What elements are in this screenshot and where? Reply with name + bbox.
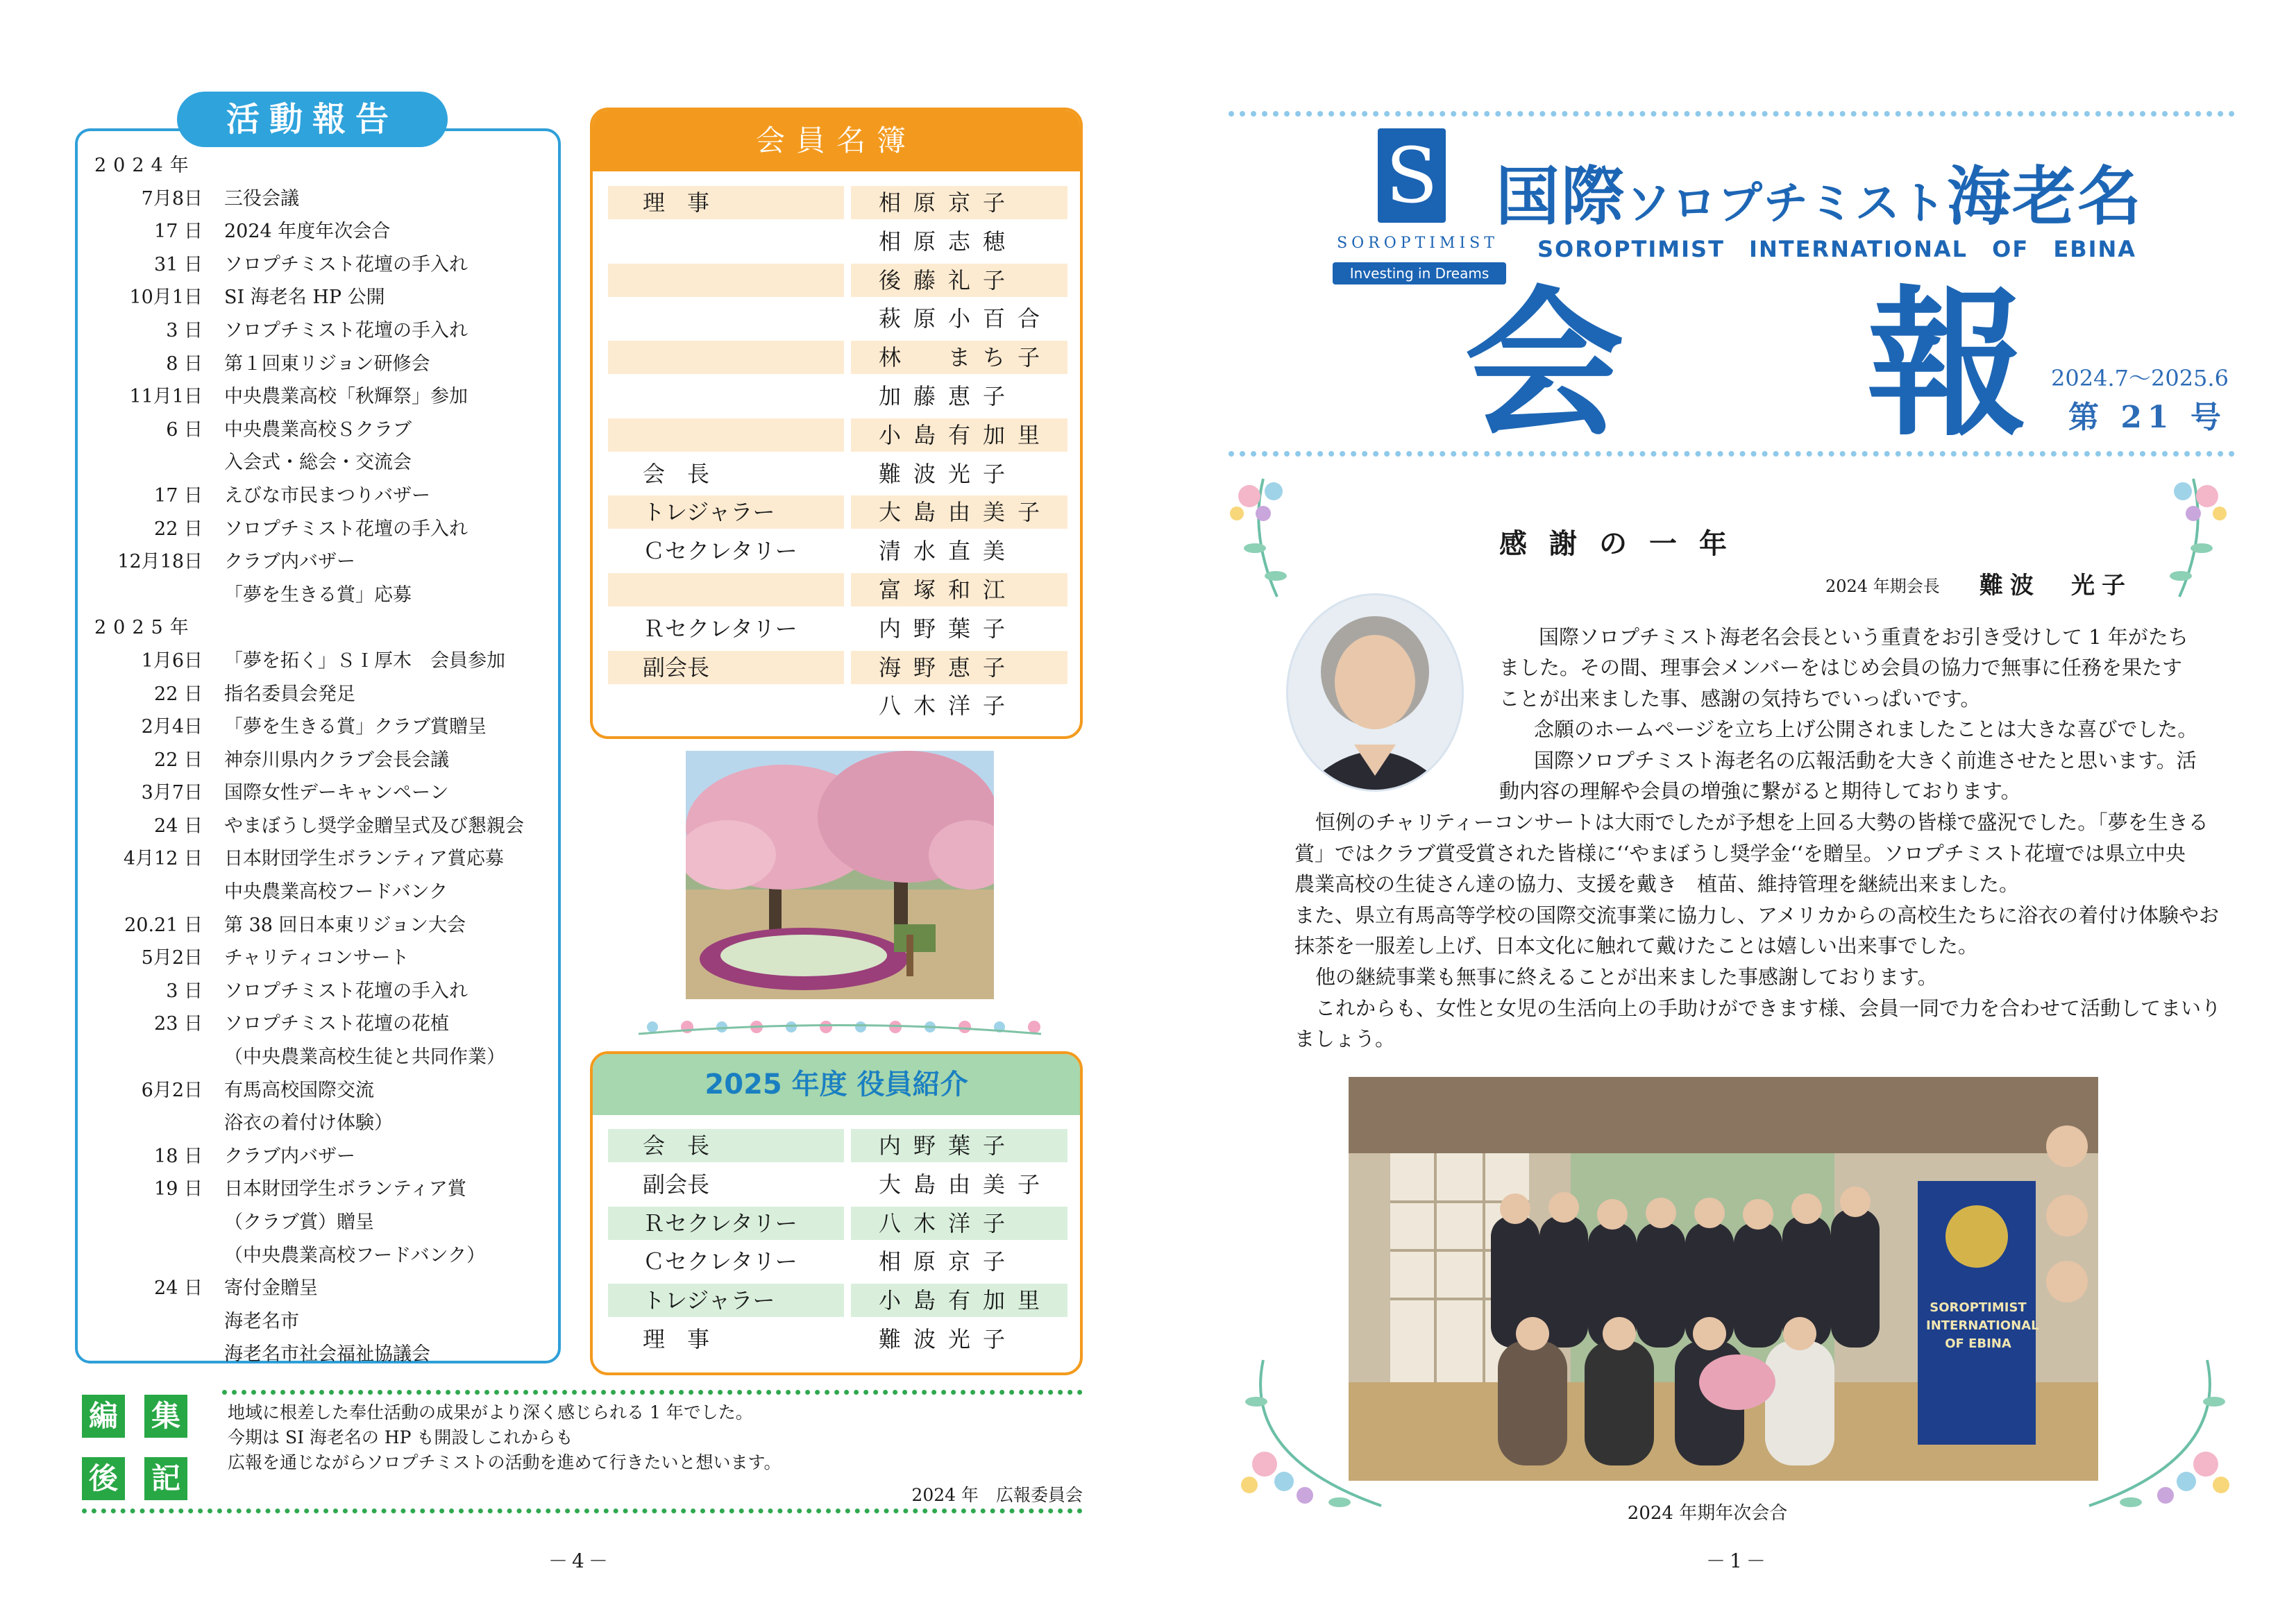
activity-text: （中央農業高校フードバンク） (224, 1244, 486, 1266)
essay-line: これからも、女性と女児の生活向上の手助けができます様、会員一同で力を合わせて活動してまいり (1315, 996, 2222, 1020)
roster-role (608, 380, 844, 413)
activity-row (89, 876, 554, 909)
officers-role: 会 長 (608, 1129, 844, 1162)
roster-row (608, 493, 1067, 532)
activity-text: 日本財団学生ボランティア賞 (224, 1178, 466, 1200)
activity-text: クラブ内バザー (224, 551, 355, 573)
activity-row (89, 414, 554, 447)
officers-row (608, 1242, 1067, 1281)
activity-text: 国際女性デーキャンペーン (224, 782, 449, 804)
activity-row (89, 248, 554, 282)
activity-date: 6月2日 (141, 1079, 203, 1101)
editors-note-line: 地域に根差した奉仕活動の成果がより深く感じられる 1 年でした。 (228, 1402, 753, 1422)
activity-text: （中央農業高校生徒と共同作業） (224, 1046, 505, 1069)
activity-text: 「夢を生きる賞」クラブ賞贈呈 (224, 716, 487, 738)
officers-role: Ｒセクレタリー (608, 1207, 844, 1240)
activity-row (89, 513, 554, 546)
activity-text: 2024 年度年次会合 (224, 221, 391, 243)
newsletter-title-char: 会 (1464, 271, 1625, 458)
officers-row (608, 1281, 1067, 1320)
activity-row (89, 1305, 554, 1339)
roster-name: 清水直美 (879, 538, 1018, 565)
activity-text: 寄付金贈呈 (224, 1277, 318, 1300)
activity-text: ソロプチミスト花壇の手入れ (224, 980, 468, 1002)
roster-row (608, 222, 1067, 261)
roster-name: 海野恵子 (851, 651, 1067, 684)
activity-date: 22 日 (154, 749, 203, 771)
roster-name: 萩原小百合 (879, 305, 1053, 332)
activity-list (89, 149, 554, 1371)
activity-row (89, 1107, 554, 1140)
annual-meeting-group-photo (1349, 1077, 2098, 1481)
activity-text: 中央農業高校「秋輝祭」参加 (224, 386, 468, 408)
activity-text: SI 海老名 HP 公開 (224, 287, 385, 309)
activity-row (89, 744, 554, 777)
soroptimist-logo-brand: SOROPTIMIST (1337, 235, 1499, 252)
activity-row (89, 776, 554, 810)
activity-date: 8 日 (166, 352, 203, 375)
activity-text: チャリティコンサート (224, 947, 410, 969)
activity-text: 指名委員会発足 (224, 683, 355, 705)
flower-corner-decoration (1222, 1353, 1395, 1520)
member-roster-table (608, 183, 1067, 725)
activity-text: ソロプチミスト花壇の手入れ (224, 319, 468, 341)
roster-row (608, 377, 1067, 416)
editors-note-char: 集 (144, 1395, 187, 1438)
activity-row (89, 1206, 554, 1239)
activity-text: えびな市民まつりバザー (224, 484, 430, 507)
activity-row (89, 579, 554, 612)
essay-line: 恒例のチャリティーコンサートは大雨でしたが予想を上回る大勢の皆様で盛況でした。「夢を生きる (1315, 810, 2209, 834)
roster-role (608, 418, 844, 452)
essay-author-name: 難波 光子 (1980, 572, 2132, 600)
activity-text: 有馬高校国際交流 (224, 1079, 374, 1101)
roster-name: 相原京子 (851, 186, 1067, 219)
activity-text: （クラブ賞）贈呈 (224, 1212, 374, 1233)
activity-date: 24 日 (154, 815, 203, 837)
flower-strip-decoration (625, 1013, 1055, 1041)
officers-title: 2025 年度 役員紹介 (593, 1054, 1080, 1115)
club-name-part: 海老名 (1947, 160, 2143, 234)
activity-row (89, 149, 554, 182)
essay-line: 賞」ではクラブ賞受賞された皆様に‘‘やまぼうし奨学金‘‘を贈呈。ソロプチミスト花壇では県立中央 (1294, 841, 2186, 865)
activity-date: 18 日 (154, 1145, 203, 1167)
roster-row (608, 686, 1067, 725)
activity-row (89, 711, 554, 744)
activity-date: 10月1日 (129, 287, 203, 309)
officers-role: 理 事 (643, 1325, 710, 1352)
activity-row (89, 1074, 554, 1107)
member-roster-title: 会員名簿 (593, 110, 1080, 171)
roster-role (608, 302, 844, 335)
roster-row (608, 609, 1067, 648)
activity-text: ソロプチミスト花壇の手入れ (224, 253, 468, 275)
newsletter-issue: 第 21 号 (2068, 400, 2227, 435)
essay-line: また、県立有馬高等学校の国際交流事業に協力し、アメリカからの高校生たちに浴衣の着付け体験やお (1294, 903, 2219, 927)
editors-note-bottom-divider (82, 1509, 1083, 1513)
officers-role: 副会長 (643, 1171, 710, 1198)
roster-row (608, 648, 1067, 687)
cherry-blossom-photo (686, 751, 994, 999)
activity-row (89, 1008, 554, 1041)
newsletter-title-char: 報 (1867, 271, 2027, 458)
activity-row (89, 1272, 554, 1305)
activity-row (89, 942, 554, 975)
essay-paragraph-3 (1294, 807, 2221, 1055)
essay-line: 抹茶を一服差し上げ、日本文化に触れて戴けたことは嬉しい出来事でした。 (1294, 934, 1978, 958)
roster-row (608, 416, 1067, 454)
roster-row (608, 261, 1067, 300)
roster-name: 林 まち子 (851, 341, 1067, 374)
roster-name: 小島有加里 (851, 418, 1067, 452)
editors-note-char: 編 (82, 1395, 125, 1438)
roster-name: 難波光子 (879, 460, 1018, 487)
editors-note-line: 広報を通じながらソロプチミストの活動を進めて行きたいと想います。 (228, 1452, 782, 1472)
president-portrait (1286, 593, 1464, 792)
roster-row (608, 299, 1067, 338)
officers-table (608, 1126, 1067, 1359)
member-roster-panel (590, 108, 1083, 739)
roster-name: 内野葉子 (879, 615, 1018, 642)
activity-text: 「夢を生きる賞」応募 (224, 584, 412, 606)
club-name-part: ソロプチミスト (1626, 178, 1948, 230)
roster-name: 八木洋子 (879, 692, 1018, 720)
activity-date: 3 日 (166, 980, 203, 1002)
officers-name: 相原京子 (879, 1248, 1018, 1275)
flower-corner-decoration (2152, 472, 2235, 604)
officers-panel (590, 1051, 1083, 1375)
activity-date: 1月6日 (141, 649, 203, 672)
essay-line: ましょう。 (1294, 1027, 1396, 1051)
roster-role: 副会長 (608, 651, 844, 684)
activity-row (89, 1140, 554, 1173)
roster-name: 富塚和江 (851, 573, 1067, 606)
activity-row (89, 182, 554, 216)
activity-text: やまぼうし奨学金贈呈式及び懇親会 (224, 815, 524, 837)
officers-row (608, 1126, 1067, 1165)
club-name-part: 国際 (1496, 160, 1627, 234)
editors-note-char: 後 (82, 1457, 125, 1500)
activity-row (89, 909, 554, 942)
activity-row (89, 842, 554, 876)
essay-line: 農業高校の生徒さん達の協力、支援を戴き 植苗、維持管理を継続出来ました。 (1294, 872, 2020, 897)
roster-row (608, 570, 1067, 609)
roster-name: 加藤恵子 (879, 382, 1018, 409)
activity-date: 17 日 (154, 221, 203, 243)
activity-date: 17 日 (154, 484, 203, 507)
roster-role: Ｒセクレタリー (643, 615, 797, 642)
editors-note-signature: 2024 年 広報委員会 (911, 1485, 1083, 1505)
roster-name: 大島由美子 (851, 495, 1067, 529)
essay-paragraph-1-cont (1499, 652, 2182, 714)
soroptimist-logo-tagline: Investing in Dreams (1333, 262, 1506, 284)
activity-row (89, 1041, 554, 1074)
group-photo-caption: 2024 年期年次会合 (1627, 1503, 1788, 1524)
roster-role (608, 689, 844, 722)
club-name-japanese (1496, 146, 2143, 237)
activity-text: 中央農業高校Ｓクラブ (224, 418, 412, 441)
activity-date: 22 日 (154, 683, 203, 705)
officers-name: 大島由美子 (879, 1171, 1053, 1198)
activity-text: 入会式・総会・交流会 (224, 452, 412, 474)
activity-row (89, 446, 554, 479)
activity-date: 22 日 (154, 518, 203, 540)
roster-row (608, 183, 1067, 222)
roster-role (608, 573, 844, 606)
activity-date: 6 日 (166, 418, 203, 441)
editors-note-top-divider (222, 1390, 1083, 1395)
roster-role (608, 264, 844, 297)
activity-date: 11月1日 (129, 386, 203, 408)
roster-name: 相原志穂 (879, 228, 1018, 255)
activity-row (89, 611, 554, 645)
roster-role (608, 225, 844, 258)
editors-note-text (228, 1400, 1081, 1475)
activity-date: 3月7日 (141, 782, 203, 804)
officers-name: 内野葉子 (851, 1129, 1067, 1162)
soroptimist-banner-text: SOROPTIMIST INTERNATIONAL OF EBINA (1926, 1300, 2039, 1351)
flower-corner-decoration (2075, 1353, 2249, 1520)
activity-text: 海老名市 (224, 1310, 299, 1332)
roster-role: トレジャラー (608, 495, 844, 529)
roster-row (608, 454, 1067, 493)
essay-line: 国際ソロプチミスト海老名の広報活動を大きく前進させたと思います。活 (1534, 748, 2197, 772)
activity-row (89, 281, 554, 314)
activity-date: 31 日 (154, 253, 203, 275)
editors-note-char: 記 (144, 1457, 187, 1500)
roster-role: 理 事 (608, 186, 844, 219)
activity-text: 浴衣の着付け体験） (224, 1112, 393, 1135)
essay-line: 念願のホームページを立ち上げ公開されましたことは大きな喜びでした。 (1534, 717, 2198, 741)
activity-row (89, 348, 554, 381)
soroptimist-logo-letter: S (1385, 131, 1438, 220)
roster-role (608, 341, 844, 374)
page-number-left: －4－ (548, 1549, 612, 1572)
editors-note-grid (82, 1395, 193, 1506)
officers-name: 小島有加里 (851, 1284, 1067, 1317)
activity-text: 神奈川県内クラブ会長会議 (224, 749, 449, 771)
header-top-divider (1229, 111, 2235, 117)
essay-line: 動内容の理解や会員の増強に繋がると期待しております。 (1499, 779, 2021, 803)
activity-text: 日本財団学生ボランティア賞応募 (224, 848, 504, 870)
club-name-english: SOROPTIMIST INTERNATIONAL OF EBINA (1537, 236, 2137, 262)
activity-text: 中央農業高校フードバンク (224, 881, 448, 903)
activity-row (89, 380, 554, 414)
activity-text: 「夢を拓く」ＳＩ厚木 会員参加 (224, 649, 505, 672)
roster-role: 会 長 (643, 460, 710, 487)
officers-row (608, 1320, 1067, 1359)
activity-date: 2月4日 (141, 716, 203, 738)
activity-year: 2025年 (94, 617, 196, 639)
activity-row (89, 479, 554, 513)
activity-date: 12月18日 (117, 551, 203, 573)
essay-line: ことが出来ました事、感謝の気持ちでいっぱいです。 (1499, 686, 1981, 711)
roster-row (608, 338, 1067, 377)
roster-role: Ｃセクレタリー (643, 538, 797, 565)
editors-note-line: 今期は SI 海老名の HP も開設しこれからも (228, 1427, 573, 1447)
activity-date: 4月12 日 (123, 848, 203, 870)
activity-text: ソロプチミスト花壇の手入れ (224, 518, 468, 540)
activity-row (89, 810, 554, 843)
activity-row (89, 645, 554, 678)
header-bottom-divider (1229, 451, 2235, 457)
activity-text: 海老名市社会福祉協議会 (224, 1343, 430, 1366)
activity-date: 19 日 (154, 1178, 203, 1200)
activity-row (89, 545, 554, 579)
officers-row (608, 1165, 1067, 1204)
officers-role: Ｃセクレタリー (643, 1248, 797, 1275)
activity-year: 2024年 (94, 155, 196, 176)
activity-row (89, 215, 554, 248)
roster-row (608, 532, 1067, 570)
newsletter-period: 2024.7～2025.6 (2051, 365, 2229, 391)
activity-text: ソロプチミスト花壇の花植 (224, 1013, 449, 1035)
activity-date: 24 日 (154, 1277, 203, 1300)
essay-paragraph-2-cont (1499, 776, 2021, 807)
roster-name: 後藤礼子 (851, 264, 1067, 297)
officers-name: 八木洋子 (851, 1207, 1067, 1240)
officers-role: トレジャラー (608, 1284, 844, 1317)
activity-row (89, 1173, 554, 1206)
activity-date: 3 日 (166, 319, 203, 341)
activity-row (89, 314, 554, 348)
activity-text: 三役会議 (224, 187, 299, 210)
officers-row (608, 1204, 1067, 1243)
essay-line: ました。その間、理事会メンバーをはじめ会員の協力で無事に任務を果たす (1499, 656, 2182, 679)
activity-text: クラブ内バザー (224, 1145, 355, 1167)
activity-report-title: 活動報告 (177, 92, 448, 147)
essay-line: 他の継続事業も無事に終えることが出来ました事感謝しております。 (1315, 965, 1938, 989)
essay-paragraph-1 (1539, 622, 2188, 653)
page-number-right: －1－ (1706, 1549, 1770, 1572)
activity-date: 7月8日 (141, 187, 203, 210)
essay-author-role: 2024 年期会長 (1825, 577, 1940, 596)
flower-corner-decoration (1222, 472, 1305, 604)
activity-row (89, 1338, 554, 1371)
essay-title: 感謝の一年 (1499, 527, 1749, 560)
essay-paragraph-2 (1534, 714, 2197, 776)
officers-name: 難波光子 (879, 1325, 1018, 1352)
activity-text: 第１回東リジョン研修会 (224, 352, 430, 375)
activity-row (89, 975, 554, 1008)
activity-date: 23 日 (154, 1013, 203, 1035)
activity-date: 5月2日 (141, 947, 203, 969)
activity-date: 20.21 日 (124, 914, 203, 936)
activity-row (89, 678, 554, 711)
activity-text: 第 38 回日本東リジョン大会 (224, 914, 466, 936)
essay-line: 国際ソロプチミスト海老名会長という重責をお引き受けして 1 年がたち (1539, 625, 2188, 649)
activity-row (89, 1239, 554, 1273)
